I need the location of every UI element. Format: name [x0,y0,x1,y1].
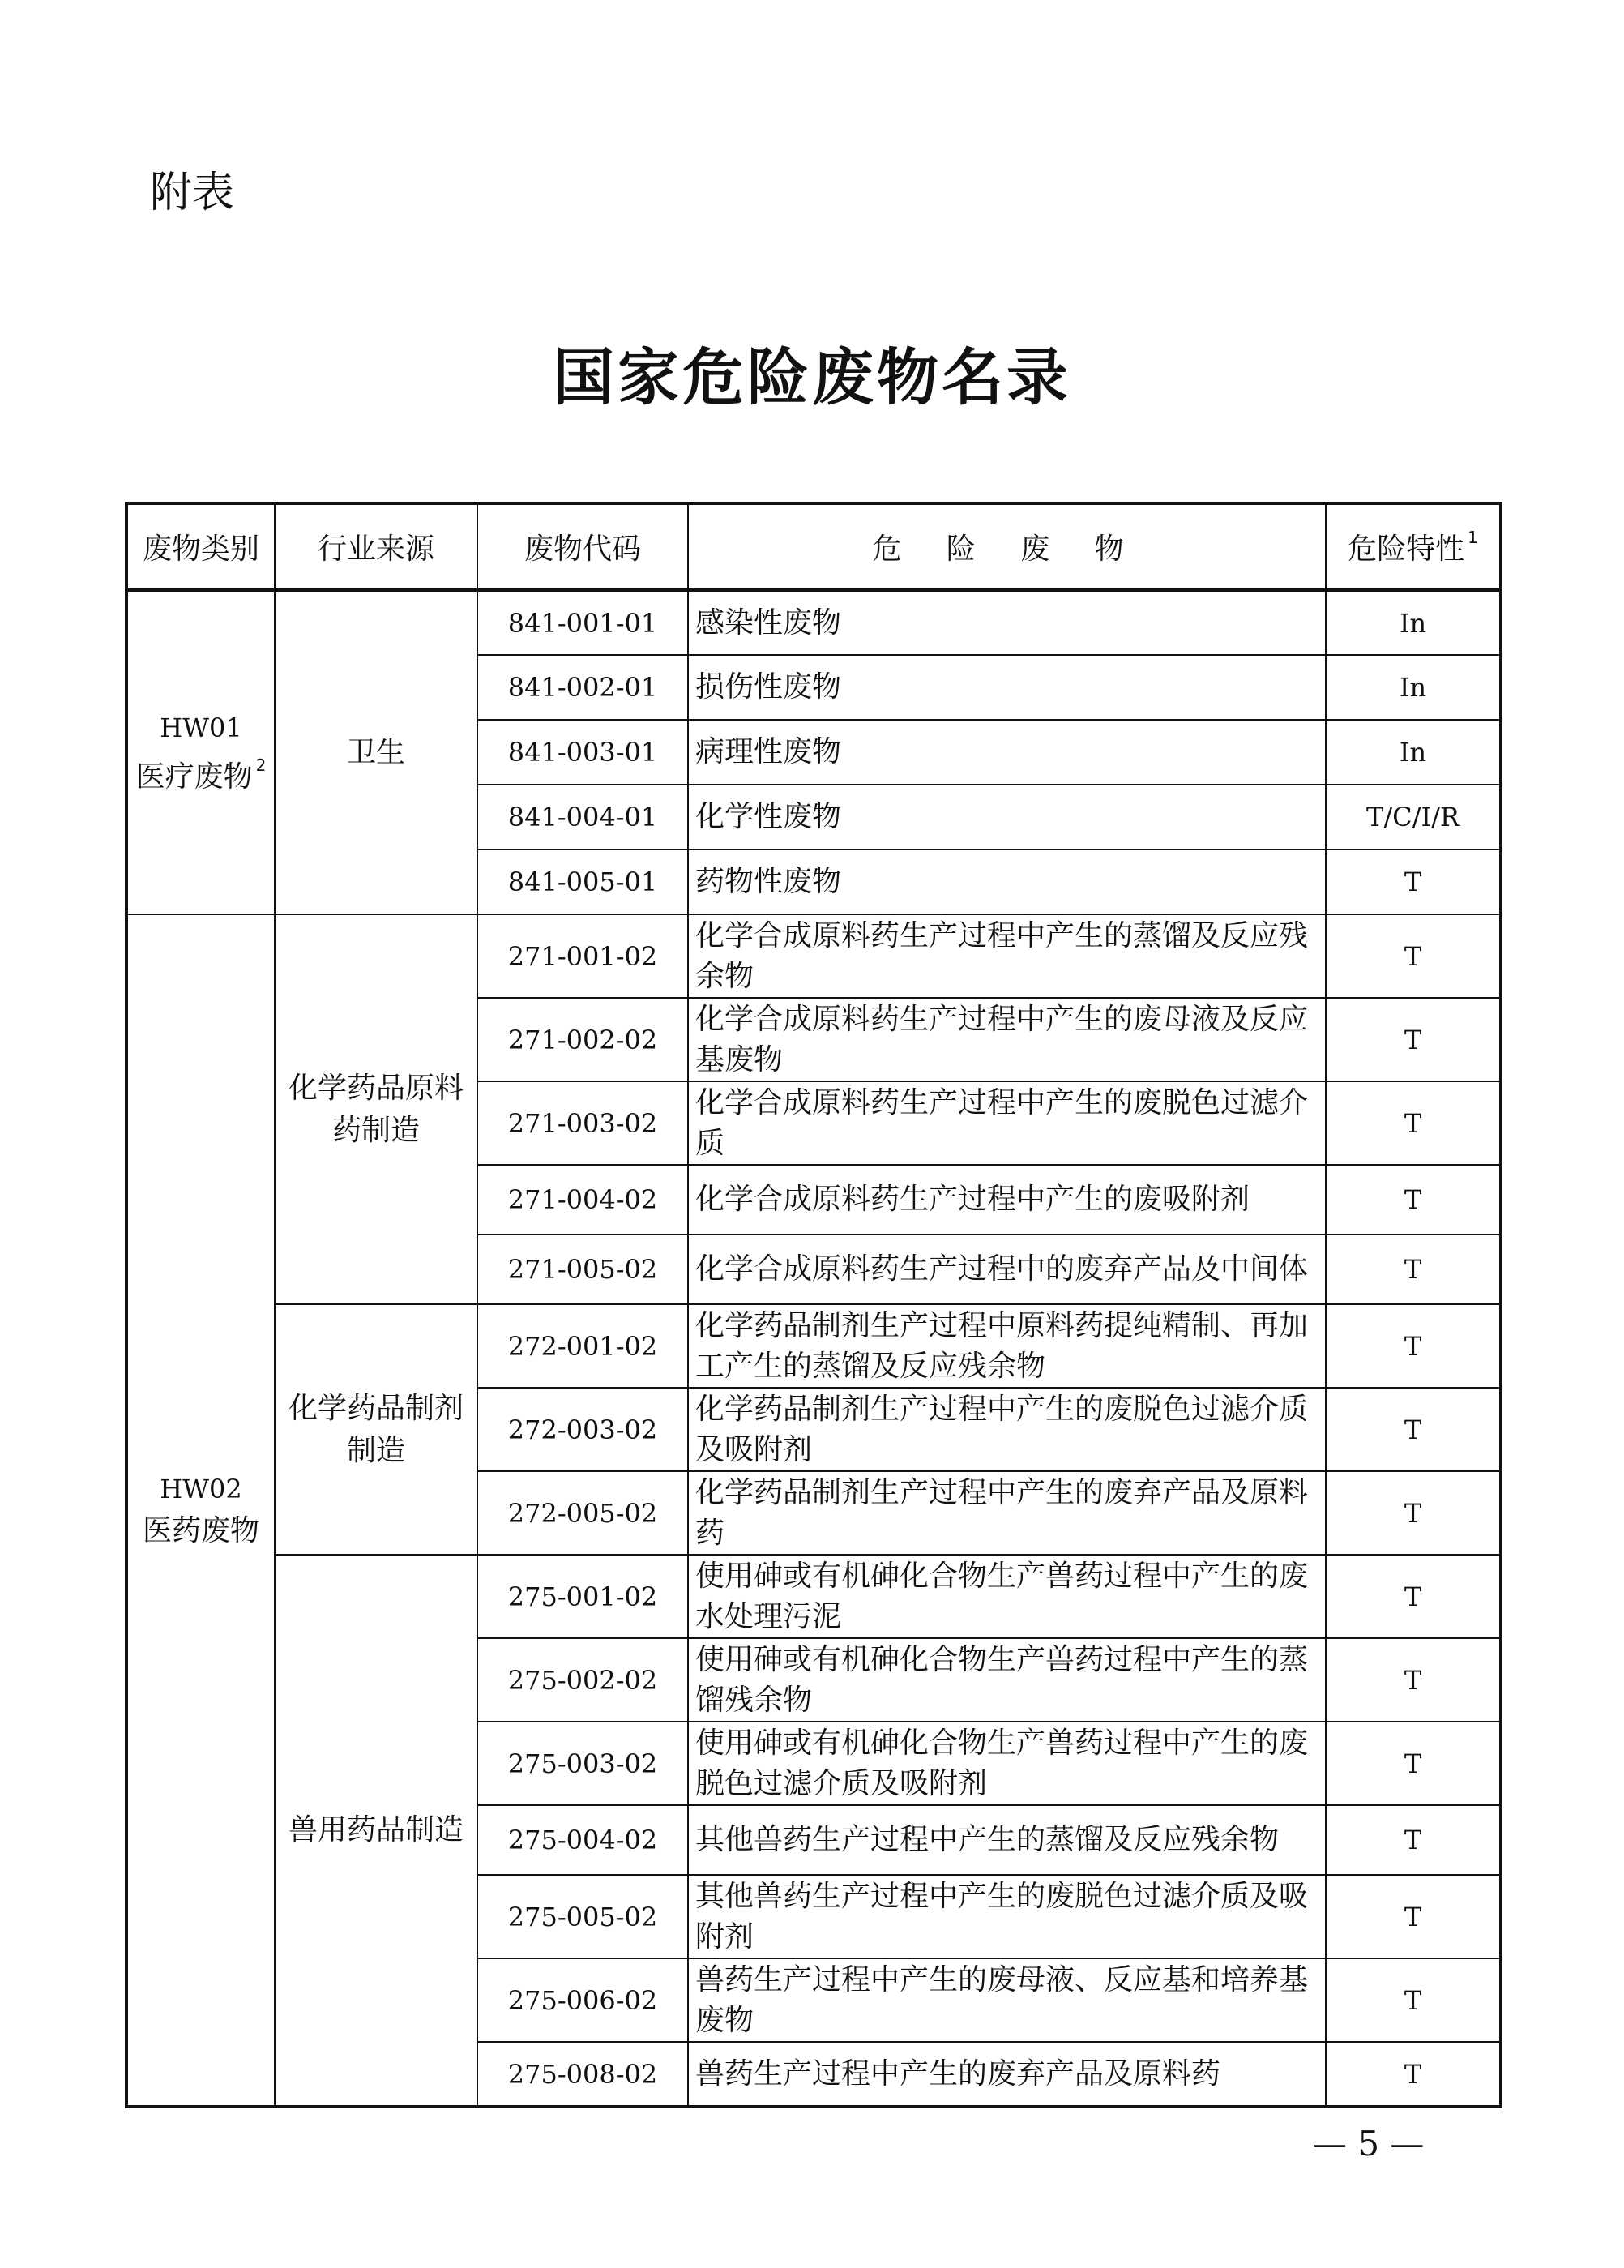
hazard-characteristic: T [1326,1555,1501,1638]
waste-description: 化学合成原料药生产过程中产生的废脱色过滤介质 [688,1081,1326,1165]
header-hazard [1326,503,1501,590]
waste-description: 感染性废物 [688,590,1326,655]
hazard-characteristic: T [1326,1875,1501,1958]
waste-description: 化学药品制剂生产过程中产生的废脱色过滤介质及吸附剂 [688,1388,1326,1471]
waste-code: 271-002-02 [477,998,688,1081]
waste-code: 271-003-02 [477,1081,688,1165]
category-name: 医药废物 [142,1514,259,1547]
waste-code: 275-002-02 [477,1638,688,1722]
table-row [126,1304,1501,1388]
waste-description: 使用砷或有机砷化合物生产兽药过程中产生的蒸馏残余物 [688,1638,1326,1722]
waste-code: 275-004-02 [477,1805,688,1875]
waste-code: 275-008-02 [477,2042,688,2107]
waste-code: 275-001-02 [477,1555,688,1638]
hazardous-waste-table [125,502,1502,2108]
header-code: 废物代码 [477,503,688,590]
waste-description: 其他兽药生产过程中产生的蒸馏及反应残余物 [688,1805,1326,1875]
waste-description: 化学合成原料药生产过程中产生的废母液及反应基废物 [688,998,1326,1081]
hazard-characteristic: T [1326,1081,1501,1165]
industry-cell: 兽用药品制造 [275,1555,477,2107]
document-title: 国家危险废物名录 [553,341,1071,413]
hazard-characteristic: In [1326,590,1501,655]
waste-description: 使用砷或有机砷化合物生产兽药过程中产生的废脱色过滤介质及吸附剂 [688,1722,1326,1805]
hazard-characteristic: T [1326,1165,1501,1235]
waste-code: 272-003-02 [477,1388,688,1471]
waste-code: 271-001-02 [477,914,688,998]
hazard-characteristic: T/C/I/R [1326,785,1501,849]
hazard-characteristic: T [1326,849,1501,914]
hazard-characteristic: In [1326,720,1501,785]
waste-code: 275-006-02 [477,1958,688,2042]
waste-description: 使用砷或有机砷化合物生产兽药过程中产生的废水处理污泥 [688,1555,1326,1638]
waste-description: 药物性废物 [688,849,1326,914]
waste-description: 化学药品制剂生产过程中原料药提纯精制、再加工产生的蒸馏及反应残余物 [688,1304,1326,1388]
waste-description: 其他兽药生产过程中产生的废脱色过滤介质及吸附剂 [688,1875,1326,1958]
hazard-characteristic: T [1326,1805,1501,1875]
industry-cell: 化学药品制剂制造 [275,1304,477,1555]
industry-cell: 卫生 [275,590,477,914]
waste-code: 841-004-01 [477,785,688,849]
table-row [126,590,1501,655]
header-hazard-label: 危险特性 [1348,533,1465,566]
waste-description: 兽药生产过程中产生的废弃产品及原料药 [688,2042,1326,2107]
hazard-characteristic: In [1326,655,1501,720]
waste-code: 841-005-01 [477,849,688,914]
header-waste: 危 险 废 物 [688,503,1326,590]
hazard-characteristic: T [1326,1638,1501,1722]
header-category: 废物类别 [126,503,275,590]
waste-description: 化学合成原料药生产过程中产生的蒸馏及反应残余物 [688,914,1326,998]
hazard-characteristic: T [1326,998,1501,1081]
table-header-row [126,503,1501,590]
waste-description: 化学性废物 [688,785,1326,849]
industry-cell: 化学药品原料药制造 [275,914,477,1304]
hazard-characteristic: T [1326,914,1501,998]
category-name: 医疗废物 $^2$ [135,755,267,794]
waste-description: 化学合成原料药生产过程中产生的废吸附剂 [688,1165,1326,1235]
hazard-characteristic: T [1326,1958,1501,2042]
waste-description: 化学合成原料药生产过程中的废弃产品及中间体 [688,1235,1326,1304]
header-industry: 行业来源 [275,503,477,590]
hazard-characteristic: T [1326,1388,1501,1471]
waste-description: 化学药品制剂生产过程中产生的废弃产品及原料药 [688,1471,1326,1555]
waste-code: 841-001-01 [477,590,688,655]
hazard-characteristic: T [1326,1471,1501,1555]
waste-code: 271-005-02 [477,1235,688,1304]
waste-description: 损伤性废物 [688,655,1326,720]
waste-code: 275-003-02 [477,1722,688,1805]
hazard-characteristic: T [1326,1235,1501,1304]
waste-description: 病理性废物 [688,720,1326,785]
waste-code: 841-002-01 [477,655,688,720]
waste-code: 272-001-02 [477,1304,688,1388]
hazard-characteristic: T [1326,1722,1501,1805]
table-row [126,1555,1501,1638]
category-code: HW01 [160,712,242,743]
category-cell [126,590,275,914]
page-number: — 5 — [1313,2124,1425,2163]
waste-code: 271-004-02 [477,1165,688,1235]
waste-code: 841-003-01 [477,720,688,785]
category-cell [126,914,275,2107]
waste-code: 272-005-02 [477,1471,688,1555]
footnote-marker: 2 [255,755,267,775]
hazard-characteristic: T [1326,2042,1501,2107]
waste-description: 兽药生产过程中产生的废母液、反应基和培养基废物 [688,1958,1326,2042]
category-code: HW02 [160,1474,242,1504]
hazard-characteristic: T [1326,1304,1501,1388]
appendix-label: 附表 [150,169,235,217]
footnote-marker: 1 [1468,528,1478,547]
waste-code: 275-005-02 [477,1875,688,1958]
table-row [126,914,1501,998]
